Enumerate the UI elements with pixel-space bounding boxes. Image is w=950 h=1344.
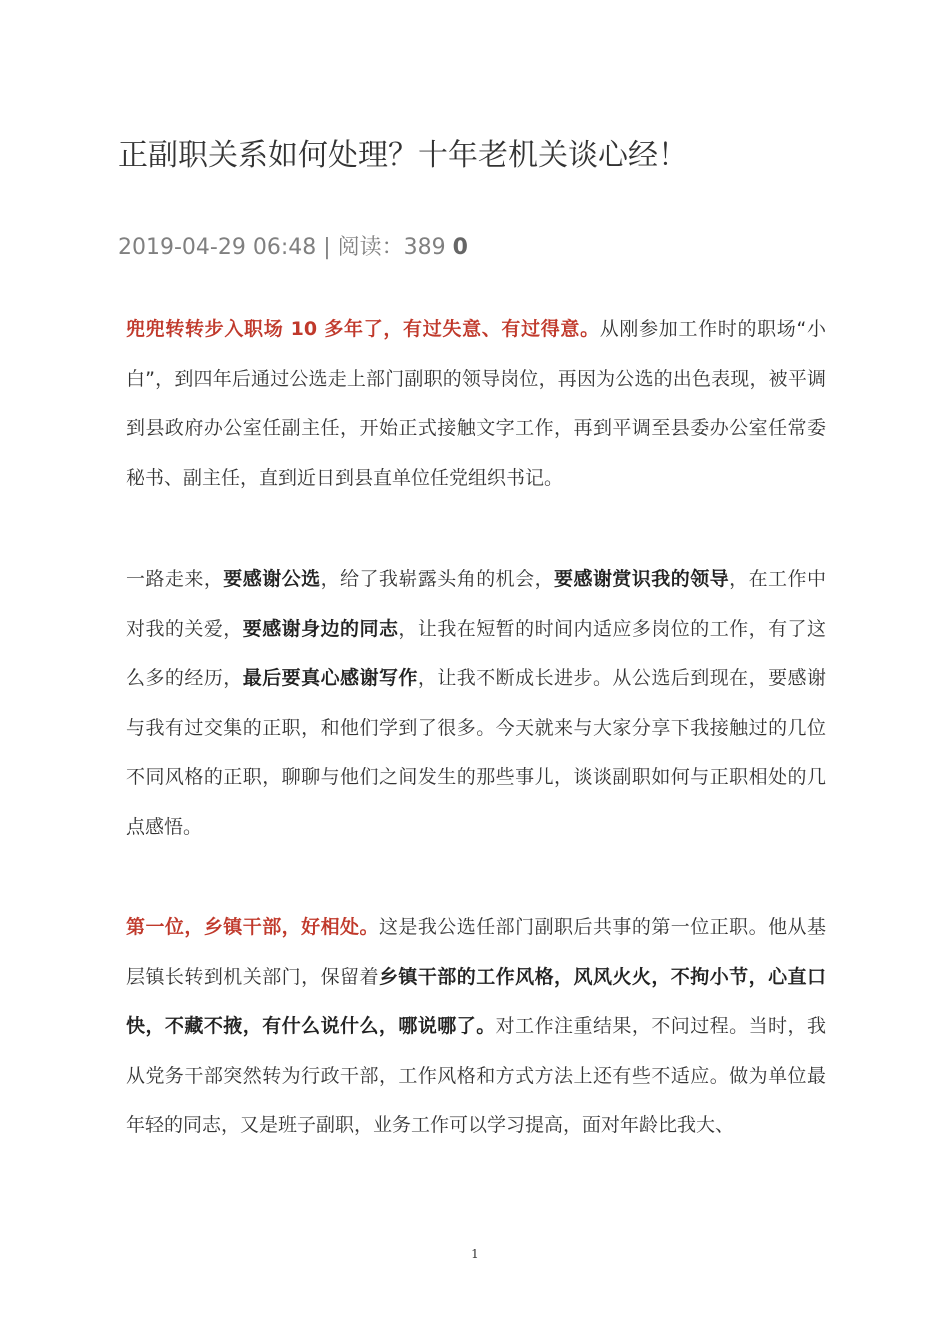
paragraph-2-emphasis-1: 要感谢公选 xyxy=(223,568,321,590)
paragraph-2-emphasis-2: 要感谢赏识我的领导 xyxy=(554,568,730,590)
paragraph-2-seg-0: 一路走来， xyxy=(126,568,224,590)
paragraph-1 xyxy=(126,305,826,503)
paragraph-2 xyxy=(126,555,826,852)
paragraph-2-seg-8: ，让我不断成长进步。从公选后到现在，要感谢与我有过交集的正职，和他们学到了很多。今天就来与大家分享下我接触过的几位不同风格的正职，聊聊与他们之间发生的那些事儿，谈谈副职如何与正职相处的几点感悟。 xyxy=(126,667,826,838)
paragraph-2-seg-2: ，给了我崭露头角的机会， xyxy=(320,568,555,590)
paragraph-1-lead: 兜兜转转步入职场 10 多年了，有过失意、有过得意。 xyxy=(126,318,600,340)
paragraph-3 xyxy=(126,903,826,1151)
article-meta xyxy=(118,232,468,264)
extra-count: 0 xyxy=(452,235,468,260)
paragraph-3-seg-3: 对工作注重结果，不问过程。当时，我从党务干部突然转为行政干部，工作风格和方式方法上还有些不适应。做为单位最年轻的同志，又是班子副职，业务工作可以学习提高，面对年龄比我大、 xyxy=(126,1015,826,1136)
paragraph-2-seg-4: ，在工作中对我的关爱， xyxy=(126,568,826,640)
paragraph-3-seg-1: 这是我公选任部门副职后共事的第一位正职。他从基层镇长转到机关部门，保留着 xyxy=(126,916,826,988)
paragraph-1-body: 从刚参加工作时的职场“小白”，到四年后通过公选走上部门副职的领导岗位，再因为公选的出色表现，被平调到县政府办公室任副主任，开始正式接触文字工作，再到平调至县委办公室任常委秘书、副主任，直到近日到县直单位任党组织书记。 xyxy=(126,318,826,489)
paragraph-3-lead: 第一位，乡镇干部，好相处。 xyxy=(126,916,379,938)
meta-separator: | xyxy=(316,235,338,260)
publish-datetime: 2019-04-29 06:48 xyxy=(118,235,317,260)
paragraph-2-seg-6: ，让我在短暂的时间内适应多岗位的工作，有了这么多的经历， xyxy=(126,617,826,689)
page-number: 1 xyxy=(471,1247,479,1261)
paragraph-2-emphasis-4: 最后要真心感谢写作 xyxy=(242,667,418,689)
article-title: 正副职关系如何处理？十年老机关谈心经！ xyxy=(118,138,688,173)
paragraph-3-emphasis: 乡镇干部的工作风格，风风火火，不拘小节，心直口快，不藏不掖，有什么说什么，哪说哪了。 xyxy=(126,965,826,1037)
read-count: 阅读：389 xyxy=(337,235,446,260)
paragraph-2-emphasis-3: 要感谢身边的同志 xyxy=(242,617,399,640)
